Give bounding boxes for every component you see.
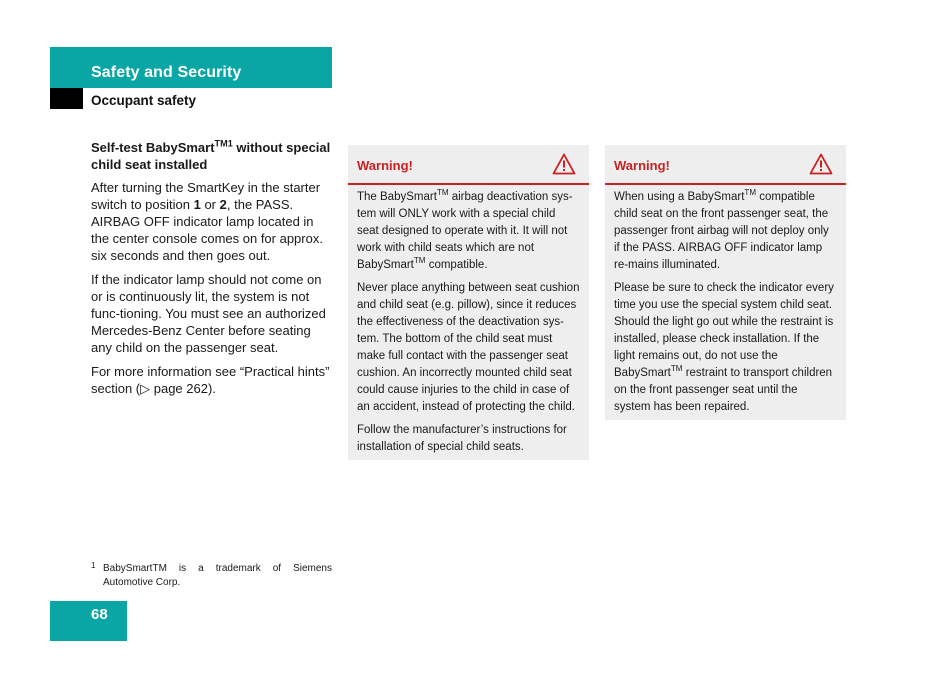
warning-body xyxy=(605,185,846,416)
paragraph-smartkey: After turning the SmartKey in the starter switch to position 1 or 2, the PASS. AIRBAG OFF indicator lamp located in the center console comes on for approx. six seconds and then goes out. xyxy=(91,180,323,263)
warning-triangle-icon xyxy=(552,153,576,175)
section-title: Safety and Security xyxy=(91,64,242,81)
warning-paragraph: When using a BabySmart™ compatible child seat on the front passenger seat, the passenger front airbag will not deploy only if the PASS. AIRBAG OFF indicator lamp re-mains illuminated. xyxy=(614,188,829,271)
warning-paragraph: The BabySmart™ airbag deactivation sys-tem will ONLY work with a special child seat designed to operate with it. It will not work with child seats which are not BabySmart™ compatible. xyxy=(357,188,573,271)
trademark-sup: TM xyxy=(214,138,228,149)
footnote-number: 1 xyxy=(91,561,96,570)
warning-triangle-icon xyxy=(809,153,833,175)
page-number: 68 xyxy=(91,606,108,623)
paragraph-indicator: If the indicator lamp should not come on or is continuously lit, the system is not func-tioning. You must see an authorized Mercedes-Benz Center before seating any child on the passenger seat. xyxy=(91,272,326,355)
footnote-text: BabySmartTM is a trademark of Siemens Automotive Corp. xyxy=(103,563,332,588)
subsection-title: Occupant safety xyxy=(91,93,197,108)
warning-body xyxy=(348,185,589,456)
warning-header xyxy=(348,145,589,185)
warning-paragraph: Follow the manufacturer’s instructions for installation of special child seats. xyxy=(357,424,567,453)
paragraph-more-info: For more information see “Practical hints” section (▷ page 262). xyxy=(91,364,330,396)
warning-paragraph: Please be sure to check the indicator every time you use the special system child seat. Should the light go out while the restraint is installed, please check installation. If the light remains out, do not use the BabySmart™ restraint to transport children on the front passenger seat until the system has been repaired. xyxy=(614,282,834,413)
page-number-box xyxy=(50,601,127,641)
main-text-column xyxy=(91,139,332,404)
footnote xyxy=(91,562,332,590)
section-header-band xyxy=(50,47,332,88)
warning-title: Warning! xyxy=(614,158,670,173)
footnote-ref: 1 xyxy=(227,138,233,149)
warning-paragraph: Never place anything between seat cushion and child seat (e.g. pillow), since it reduces the effectiveness of the deactivation sys-tem. The bottom of the child seat must make full contact with the passenger seat cushion. An incorrectly mounted child seat could cause injuries to the child in case of an accident, instead of protecting the child. xyxy=(357,282,580,413)
section-marker xyxy=(50,88,83,109)
warning-title: Warning! xyxy=(357,158,413,173)
warning-header xyxy=(605,145,846,185)
main-heading: Self-test BabySmart$^{TM1}$ without special child seat installed xyxy=(91,138,331,172)
warning-box-right xyxy=(605,145,846,420)
warning-box-left xyxy=(348,145,589,460)
